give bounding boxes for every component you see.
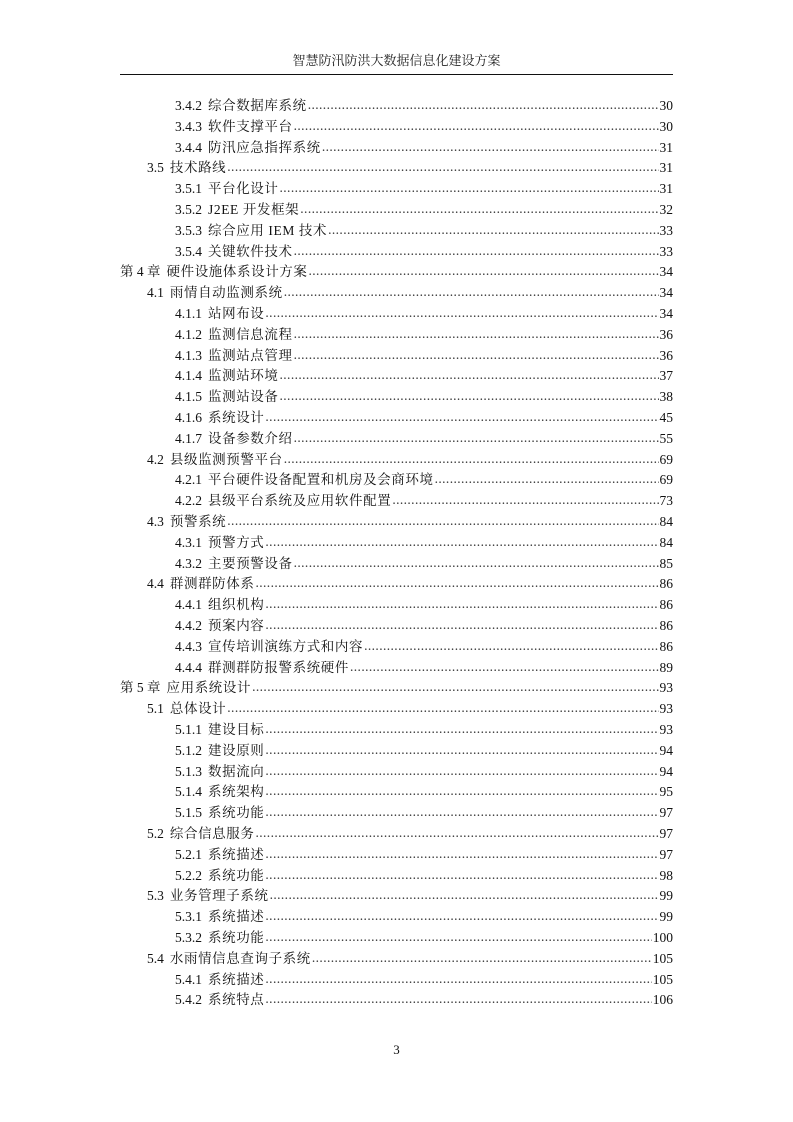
toc-entry-title: 应用系统设计 <box>166 680 252 696</box>
toc-entry-title: 平台化设计 <box>208 181 279 197</box>
toc-entry-title: 数据流向 <box>208 763 265 779</box>
toc-entry[interactable] <box>175 720 673 740</box>
toc-entry[interactable] <box>175 595 673 615</box>
toc-entry-page: 86 <box>659 638 673 654</box>
dot-leader <box>270 886 659 905</box>
toc-entry[interactable] <box>175 366 673 386</box>
dot-leader <box>328 221 658 240</box>
toc-entry-number: 4.4 <box>147 576 164 592</box>
toc-entry[interactable] <box>175 782 673 802</box>
toc-entry-number: 5.4.1 <box>175 971 202 987</box>
toc-entry-page: 94 <box>659 763 673 779</box>
toc-entry-title: 系统架构 <box>208 784 265 800</box>
dot-leader <box>265 990 651 1009</box>
toc-entry-number: 3.5.2 <box>175 202 202 217</box>
toc-entry[interactable] <box>175 408 673 428</box>
toc-entry[interactable] <box>147 574 673 594</box>
toc-entry-title: 系统描述 <box>208 909 265 925</box>
toc-entry-page: 97 <box>659 826 673 841</box>
dot-leader <box>280 387 659 406</box>
toc-entry-title: 系统描述 <box>208 846 265 862</box>
toc-entry-title: 综合应用 IEM 技术 <box>208 222 328 238</box>
toc-entry-title: 总体设计 <box>169 701 227 717</box>
toc-entry-page: 33 <box>659 222 673 238</box>
dot-leader <box>284 450 659 469</box>
toc-entry-number: 3.4.3 <box>175 118 202 134</box>
toc-entry[interactable] <box>175 616 673 636</box>
toc-entry[interactable] <box>120 262 673 282</box>
dot-leader <box>265 907 658 926</box>
toc-entry[interactable] <box>175 533 673 553</box>
toc-entry[interactable] <box>175 200 673 220</box>
toc-entry[interactable] <box>175 491 673 511</box>
toc-entry-title: 技术路线 <box>169 160 227 176</box>
toc-entry-page: 85 <box>659 555 673 571</box>
dot-leader <box>309 262 659 281</box>
toc-entry[interactable] <box>147 512 673 532</box>
toc-entry-page: 105 <box>652 950 673 966</box>
toc-entry-page: 86 <box>659 597 673 613</box>
toc-entry-number: 4.1.6 <box>175 410 202 425</box>
dot-leader <box>294 325 659 344</box>
toc-entry-title: 群测群防体系 <box>169 576 255 592</box>
toc-entry-page: 73 <box>659 493 673 509</box>
toc-entry-title: 硬件设施体系设计方案 <box>166 264 308 280</box>
toc-entry[interactable] <box>175 138 673 158</box>
toc-entry-number: 4.2.2 <box>175 493 202 509</box>
toc-entry-title: 业务管理子系统 <box>169 888 269 904</box>
toc-entry-page: 31 <box>659 160 673 176</box>
toc-entry-number: 3.5.1 <box>175 181 202 197</box>
toc-entry-number: 4.1.3 <box>175 347 202 363</box>
toc-entry-page: 93 <box>659 722 673 737</box>
dot-leader <box>322 138 659 157</box>
toc-entry-number: 4.1.5 <box>175 389 202 405</box>
toc-entry-page: 34 <box>659 306 673 321</box>
toc-entry-number: 5.1.1 <box>175 722 202 737</box>
toc-entry[interactable] <box>147 886 673 906</box>
toc-entry-page: 97 <box>659 805 673 821</box>
toc-entry-page: 30 <box>659 118 673 134</box>
toc-entry[interactable] <box>147 450 673 470</box>
toc-entry-number: 4.1 <box>147 285 164 301</box>
dot-leader <box>265 782 658 801</box>
toc-entry-number: 3.5.3 <box>175 222 202 238</box>
header-rule <box>120 74 673 75</box>
toc-entry-page: 37 <box>659 368 673 384</box>
toc-entry-page: 36 <box>659 326 673 342</box>
toc-entry-page: 86 <box>659 618 673 633</box>
dot-leader <box>294 554 659 573</box>
dot-leader <box>300 200 658 219</box>
toc-entry-page: 93 <box>659 701 673 717</box>
toc-entry-page: 105 <box>652 971 673 987</box>
toc-entry-number: 5.4.2 <box>175 992 202 1008</box>
toc-entry-page: 86 <box>659 576 673 592</box>
toc-entry[interactable] <box>175 990 673 1010</box>
toc-entry-number: 5.1 <box>147 701 164 717</box>
toc-entry[interactable] <box>175 242 673 262</box>
dot-leader <box>227 699 658 718</box>
toc-entry-number: 5.2.1 <box>175 846 202 862</box>
toc-entry[interactable] <box>175 803 673 823</box>
toc-entry[interactable] <box>175 179 673 199</box>
dot-leader <box>265 595 658 614</box>
toc-entry-page: 32 <box>659 202 673 217</box>
dot-leader <box>280 366 659 385</box>
toc-entry-number: 4.3 <box>147 514 164 529</box>
toc-entry[interactable] <box>120 678 673 698</box>
dot-leader <box>294 117 659 136</box>
toc-entry-number: 5.1.4 <box>175 784 202 800</box>
toc-entry-page: 31 <box>659 139 673 155</box>
toc-entry[interactable] <box>175 907 673 927</box>
dot-leader <box>294 242 659 261</box>
toc-entry-title: 设备参数介绍 <box>208 430 293 446</box>
toc-entry-title: 监测站点管理 <box>208 347 293 363</box>
toc-entry-number: 4.1.2 <box>175 326 202 342</box>
toc-entry-page: 95 <box>659 784 673 800</box>
toc-entry-title: 监测信息流程 <box>208 326 293 342</box>
dot-leader <box>227 512 658 531</box>
toc-entry[interactable] <box>175 845 673 865</box>
toc-entry-number: 4.1.1 <box>175 306 202 321</box>
toc-entry-page: 84 <box>659 514 673 529</box>
toc-entry-number: 5.3.2 <box>175 930 202 945</box>
toc-entry-title: 系统设计 <box>208 410 265 425</box>
toc-entry[interactable] <box>147 949 673 969</box>
dot-leader <box>227 158 658 177</box>
toc-entry-number: 5.2.2 <box>175 867 202 883</box>
dot-leader <box>252 678 658 697</box>
toc-entry-number: 4.3.1 <box>175 534 202 550</box>
dot-leader <box>284 283 659 302</box>
toc-entry-number: 3.5 <box>147 160 164 176</box>
toc-entry[interactable] <box>175 866 673 886</box>
dot-leader <box>255 824 658 843</box>
toc-entry-number: 5.1.2 <box>175 742 202 758</box>
toc-entry-number: 4.3.2 <box>175 555 202 571</box>
toc-entry[interactable] <box>147 283 673 303</box>
toc-entry-page: 89 <box>659 659 673 675</box>
toc-entry-page: 30 <box>659 98 673 113</box>
dot-leader <box>265 533 658 552</box>
dot-leader <box>265 720 658 739</box>
toc-entry[interactable] <box>147 158 673 178</box>
toc-entry-title: 预警方式 <box>208 534 265 550</box>
toc-entry-page: 45 <box>659 410 673 425</box>
dot-leader <box>435 470 659 489</box>
toc-entry-page: 106 <box>652 992 673 1008</box>
dot-leader <box>364 637 658 656</box>
dot-leader <box>265 741 658 760</box>
toc-entry-number: 4.2 <box>147 451 164 467</box>
dot-leader <box>265 616 658 635</box>
toc-entry-page: 31 <box>659 181 673 197</box>
page-number: 3 <box>393 1042 400 1057</box>
toc-entry-number: 3.4.4 <box>175 139 202 155</box>
toc-entry[interactable] <box>175 117 673 137</box>
toc-entry-number: 4.1.7 <box>175 430 202 446</box>
toc-entry-title: 系统描述 <box>208 971 265 987</box>
toc-entry[interactable] <box>175 637 673 657</box>
toc-entry-title: 软件支撑平台 <box>208 118 293 134</box>
dot-leader <box>255 574 658 593</box>
toc-entry[interactable] <box>175 325 673 345</box>
toc-entry-number: 5.2 <box>147 826 164 841</box>
toc-entry-title: 系统特点 <box>208 992 265 1008</box>
toc-entry[interactable] <box>175 658 673 678</box>
toc-entry-number: 4.4.3 <box>175 638 202 654</box>
dot-leader <box>350 658 659 677</box>
toc-entry[interactable] <box>175 762 673 782</box>
toc-entry[interactable] <box>175 970 673 990</box>
toc-entry-number: 4.2.1 <box>175 472 202 488</box>
dot-leader <box>312 949 652 968</box>
toc-entry-page: 97 <box>659 846 673 862</box>
toc-entry-title: 系统功能 <box>208 805 265 821</box>
toc-entry-page: 69 <box>659 451 673 467</box>
toc-entry-page: 98 <box>659 867 673 883</box>
toc-entry[interactable] <box>175 470 673 490</box>
toc-entry-title: 综合信息服务 <box>169 826 255 841</box>
toc-entry[interactable] <box>175 221 673 241</box>
toc-entry-page: 34 <box>659 285 673 301</box>
toc-entry-number: 4.4.1 <box>175 597 202 613</box>
dot-leader <box>265 866 658 885</box>
toc-entry[interactable] <box>175 346 673 366</box>
toc-entry[interactable] <box>175 429 673 449</box>
toc-entry[interactable] <box>175 96 673 116</box>
toc-entry-title: 群测群防报警系统硬件 <box>208 659 349 675</box>
dot-leader <box>265 762 658 781</box>
toc-entry-title: 站网布设 <box>208 306 265 321</box>
dot-leader <box>294 346 659 365</box>
toc-entry-title: 监测站设备 <box>208 389 279 405</box>
toc-entry-number: 5.3.1 <box>175 909 202 925</box>
dot-leader <box>265 304 658 323</box>
toc-entry-page: 33 <box>659 243 673 259</box>
toc-entry-title: 雨情自动监测系统 <box>169 285 283 301</box>
toc-entry-number: 4.4.2 <box>175 618 202 633</box>
toc-entry-number: 第 4 章 <box>120 264 161 280</box>
dot-leader <box>265 408 658 427</box>
toc-entry[interactable] <box>175 554 673 574</box>
toc-entry-title: 主要预警设备 <box>208 555 293 571</box>
toc-entry[interactable] <box>175 741 673 761</box>
toc-entry-page: 93 <box>659 680 673 696</box>
toc-entry-number: 第 5 章 <box>120 680 161 696</box>
dot-leader <box>265 845 658 864</box>
toc-entry-title: 监测站环境 <box>208 368 279 384</box>
toc-entry-page: 99 <box>659 888 673 904</box>
toc-entry-page: 55 <box>659 430 673 446</box>
toc-entry[interactable] <box>175 387 673 407</box>
toc-entry-title: 防汛应急指挥系统 <box>208 139 321 155</box>
toc-entry-page: 100 <box>652 930 673 945</box>
toc-entry-page: 34 <box>659 264 673 280</box>
toc-entry-title: 宣传培训演练方式和内容 <box>208 638 364 654</box>
running-header: 智慧防汛防洪大数据信息化建设方案 <box>292 53 501 68</box>
toc-entry-title: 县级平台系统及应用软件配置 <box>208 493 392 509</box>
toc-entry-number: 4.4.4 <box>175 659 202 675</box>
toc-entry-title: 预案内容 <box>208 618 265 633</box>
toc-entry-page: 69 <box>659 472 673 488</box>
toc-entry-title: 建设目标 <box>208 722 265 737</box>
toc-entry-title: 预警系统 <box>169 514 227 529</box>
dot-leader <box>392 491 658 510</box>
toc-entry-title: 关键软件技术 <box>208 243 293 259</box>
dot-leader <box>294 429 659 448</box>
toc-entry[interactable] <box>147 699 673 719</box>
toc-entry-number: 5.3 <box>147 888 164 904</box>
toc-entry[interactable] <box>175 928 673 948</box>
toc-entry-title: 组织机构 <box>208 597 265 613</box>
toc-entry-number: 3.5.4 <box>175 243 202 259</box>
toc-entry-title: 建设原则 <box>208 742 265 758</box>
toc-entry-title: 县级监测预警平台 <box>169 451 283 467</box>
toc-entry-page: 38 <box>659 389 673 405</box>
toc-entry-page: 36 <box>659 347 673 363</box>
toc-entry[interactable] <box>175 304 673 324</box>
toc-entry-number: 5.1.3 <box>175 763 202 779</box>
toc-entry[interactable] <box>147 824 673 844</box>
dot-leader <box>308 96 659 115</box>
toc-entry-title: 系统功能 <box>208 930 265 945</box>
toc-entry-title: 平台硬件设备配置和机房及会商环境 <box>208 472 434 488</box>
toc-entry-number: 5.1.5 <box>175 805 202 821</box>
toc-entry-number: 5.4 <box>147 950 164 966</box>
toc-entry-page: 94 <box>659 742 673 758</box>
dot-leader <box>265 803 658 822</box>
toc-entry-page: 99 <box>659 909 673 925</box>
toc-entry-number: 3.4.2 <box>175 98 202 113</box>
toc-entry-title: 系统功能 <box>208 867 265 883</box>
toc-entry-title: 水雨情信息查询子系统 <box>169 950 311 966</box>
dot-leader <box>265 970 651 989</box>
toc-entry-title: 综合数据库系统 <box>208 98 307 113</box>
toc-entry-page: 84 <box>659 534 673 550</box>
dot-leader <box>265 928 651 947</box>
dot-leader <box>280 179 659 198</box>
toc-entry-number: 4.1.4 <box>175 368 202 384</box>
toc-entry-title: J2EE 开发框架 <box>208 202 300 217</box>
